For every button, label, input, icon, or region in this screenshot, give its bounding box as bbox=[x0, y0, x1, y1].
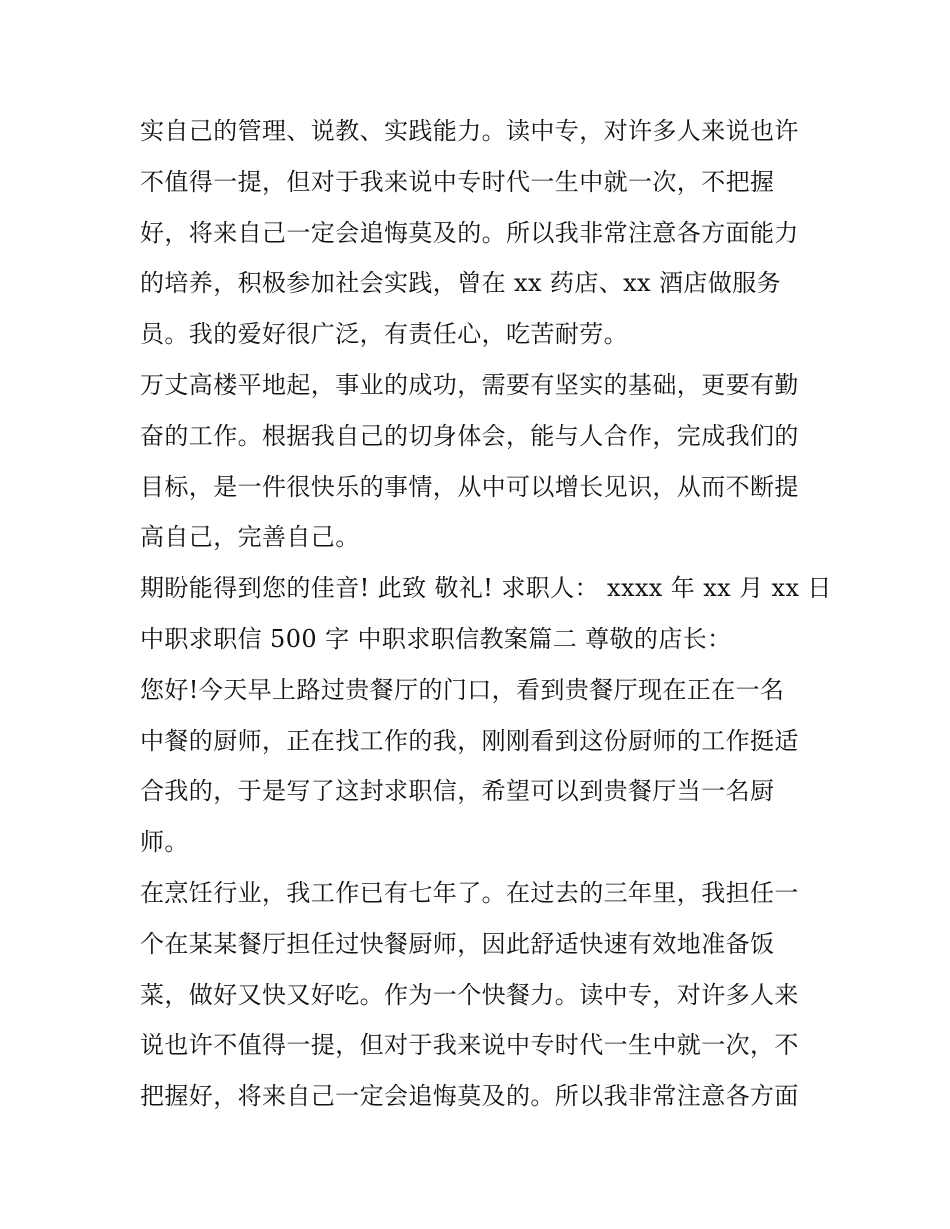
text-line: 在烹饪行业，我工作已有七年了。在过去的三年里，我担任一 bbox=[140, 878, 799, 907]
text-line: 好，将来自己一定会追悔莫及的。所以我非常注意各方面能力 bbox=[140, 218, 799, 247]
text-line: 菜，做好又快又好吃。作为一个快餐力。读中专，对许多人来 bbox=[140, 980, 799, 1009]
text-line: 高自己，完善自己。 bbox=[140, 523, 360, 552]
text-line: 您好!今天早上路过贵餐厅的门口，看到贵餐厅现在正在一名 bbox=[140, 675, 785, 704]
text-line: 员。我的爱好很广泛，有责任心，吃苦耐劳。 bbox=[140, 320, 628, 349]
text-line: 的培养，积极参加社会实践，曾在 xx 药店、xx 酒店做服务 bbox=[140, 269, 782, 298]
text-line: 目标，是一件很快乐的事情，从中可以增长见识，从而不断提 bbox=[140, 472, 799, 501]
text-line: 师。 bbox=[140, 828, 189, 857]
text-line: 奋的工作。根据我自己的切身体会，能与人合作，完成我们的 bbox=[140, 421, 799, 450]
text-line: 个在某某餐厅担任过快餐厨师，因此舒适快速有效地准备饭 bbox=[140, 929, 775, 958]
text-line: 说也许不值得一提，但对于我来说中专时代一生中就一次，不 bbox=[140, 1031, 799, 1060]
text-line: 把握好，将来自己一定会追悔莫及的。所以我非常注意各方面 bbox=[140, 1082, 799, 1111]
text-line: 万丈高楼平地起，事业的成功，需要有坚实的基础，更要有勤 bbox=[140, 370, 799, 399]
text-line: 合我的，于是写了这封求职信，希望可以到贵餐厅当一名厨 bbox=[140, 777, 775, 806]
text-line: 中职求职信 500 字 中职求职信教案篇二 尊敬的店长： bbox=[140, 624, 732, 653]
text-line: 期盼能得到您的佳音! 此致 敬礼! 求职人： xxxx 年 xx 月 xx 日 bbox=[140, 574, 832, 603]
text-line: 实自己的管理、说教、实践能力。读中专，对许多人来说也许 bbox=[140, 117, 799, 145]
document-page bbox=[140, 106, 830, 1122]
text-line: 不值得一提，但对于我来说中专时代一生中就一次，不把握 bbox=[140, 167, 775, 196]
text-line: 中餐的厨师，正在找工作的我，刚刚看到这份厨师的工作挺适 bbox=[140, 726, 799, 755]
